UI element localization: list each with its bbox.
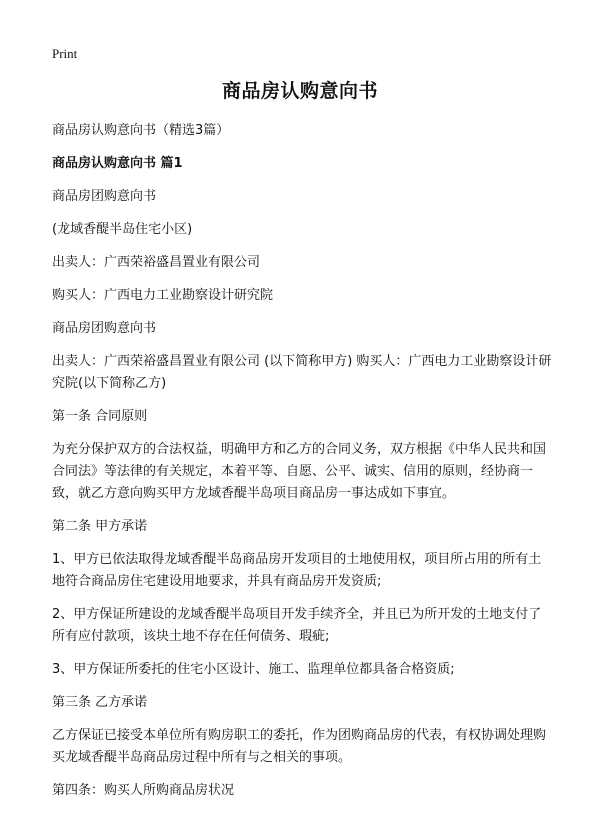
document-title: 商品房认购意向书	[221, 80, 378, 102]
paragraph: 商品房团购意向书	[52, 189, 157, 204]
paragraph: 3、甲方保证所委托的住宅小区设计、施工、监理单位都具备合格资质;	[52, 662, 455, 677]
document-body	[52, 120, 552, 813]
paragraph: 第一条 合同原则	[52, 409, 148, 424]
paragraph: 第三条 乙方承诺	[52, 695, 148, 710]
section-heading: 商品房认购意向书 篇1	[52, 156, 183, 171]
paragraph: 2、甲方保证所建设的龙域香醍半岛项目开发手续齐全，并且已为所开发的土地支付了所有应付款项，该块土地不存在任何债务、瑕疵;	[52, 607, 542, 644]
paragraph: 第四条：购买人所购商品房状况	[52, 783, 235, 798]
paragraph: 购买人：广西电力工业勘察设计研究院	[52, 288, 274, 303]
paragraph: 商品房认购意向书（精选3篇）	[52, 123, 230, 138]
paragraph: 乙方保证已接受本单位所有购房职工的委托，作为团购商品房的代表，有权协调处理购买龙域香醍半岛商品房过程中所有与之相关的事项。	[52, 728, 547, 765]
paragraph: 商品房团购意向书	[52, 321, 157, 336]
paragraph: (龙域香醍半岛住宅小区)	[52, 222, 193, 237]
paragraph: 第二条 甲方承诺	[52, 519, 148, 534]
paragraph: 出卖人：广西荣裕盛昌置业有限公司	[52, 255, 261, 270]
print-link[interactable]: Print	[52, 46, 78, 61]
paragraph: 1、甲方已依法取得龙域香醍半岛商品房开发项目的土地使用权，项目所占用的所有土地符合商品房住宅建设用地要求，并具有商品房开发资质;	[52, 552, 542, 589]
paragraph: 为充分保护双方的合法权益，明确甲方和乙方的合同义务，双方根据《中华人民共和国合同法》等法律的有关规定，本着平等、自愿、公平、诚实、信用的原则，经协商一致，就乙方意向购买甲方龙域香醍半岛项目商品房一事达成如下事宜。	[52, 442, 547, 501]
paragraph: 出卖人：广西荣裕盛昌置业有限公司 (以下简称甲方) 购买人：广西电力工业勘察设计研究院(以下简称乙方)	[52, 354, 552, 391]
